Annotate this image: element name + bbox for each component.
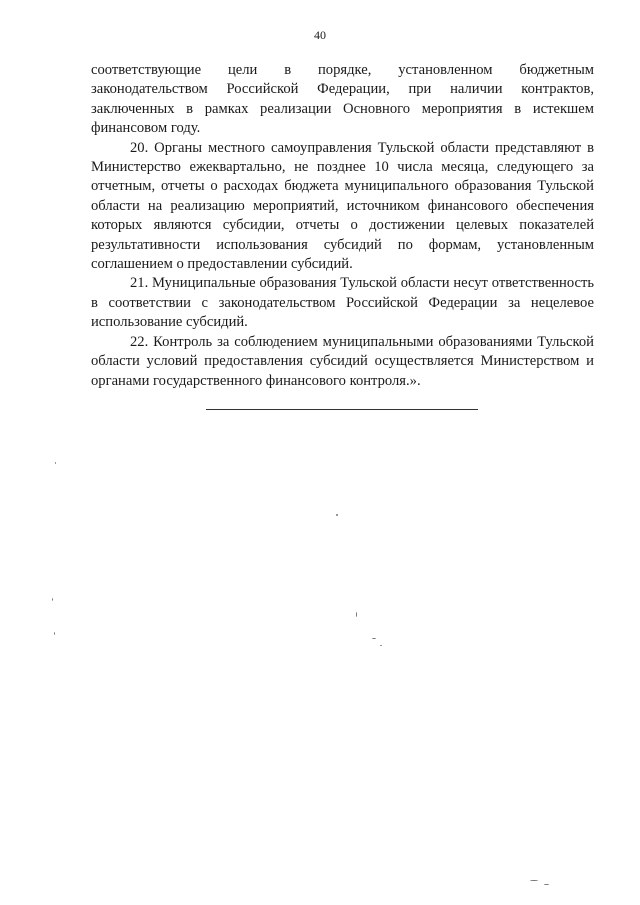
scan-speck <box>544 884 549 885</box>
scan-speck <box>52 598 53 601</box>
end-separator-line <box>206 409 478 410</box>
scan-speck <box>530 880 538 881</box>
scan-speck <box>356 612 357 617</box>
scan-speck <box>380 645 382 646</box>
paragraph-20: 20. Органы местного самоуправления Тульской области представляют в Министерство ежеквартально, не позднее 10 числа месяца, следующего за отчетным, отчеты о расходах бюджета муниципального образования Тульской области на реализацию мероприятий, источником финансового обеспечения которых являются субсидии, отчеты о достижении целевых показателей результативности использования субсидий по формам, установленным соглашением о предоставлении субсидий. <box>91 139 594 273</box>
paragraph-21: 21. Муниципальные образования Тульской области несут ответственность в соответствии с законодательством Российской Федерации за нецелевое использование субсидий. <box>91 275 594 331</box>
scan-speck <box>372 638 376 639</box>
scan-speck <box>54 632 55 635</box>
paragraph-continuation: соответствующие цели в порядке, установленном бюджетным законодательством Российской Федерации, при наличии контрактов, заключенных в рамках реализации Основного мероприятия в истекшем финансовом году. <box>91 62 594 137</box>
paragraph-22: 22. Контроль за соблюдением муниципальными образованиями Тульской области условий предоставления субсидий осуществляется Министерством и органами государственного финансового контроля.». <box>91 333 594 389</box>
scan-speck <box>336 514 338 516</box>
page-number: 40 <box>314 28 326 42</box>
scan-speck <box>55 462 56 464</box>
document-body <box>91 61 594 391</box>
